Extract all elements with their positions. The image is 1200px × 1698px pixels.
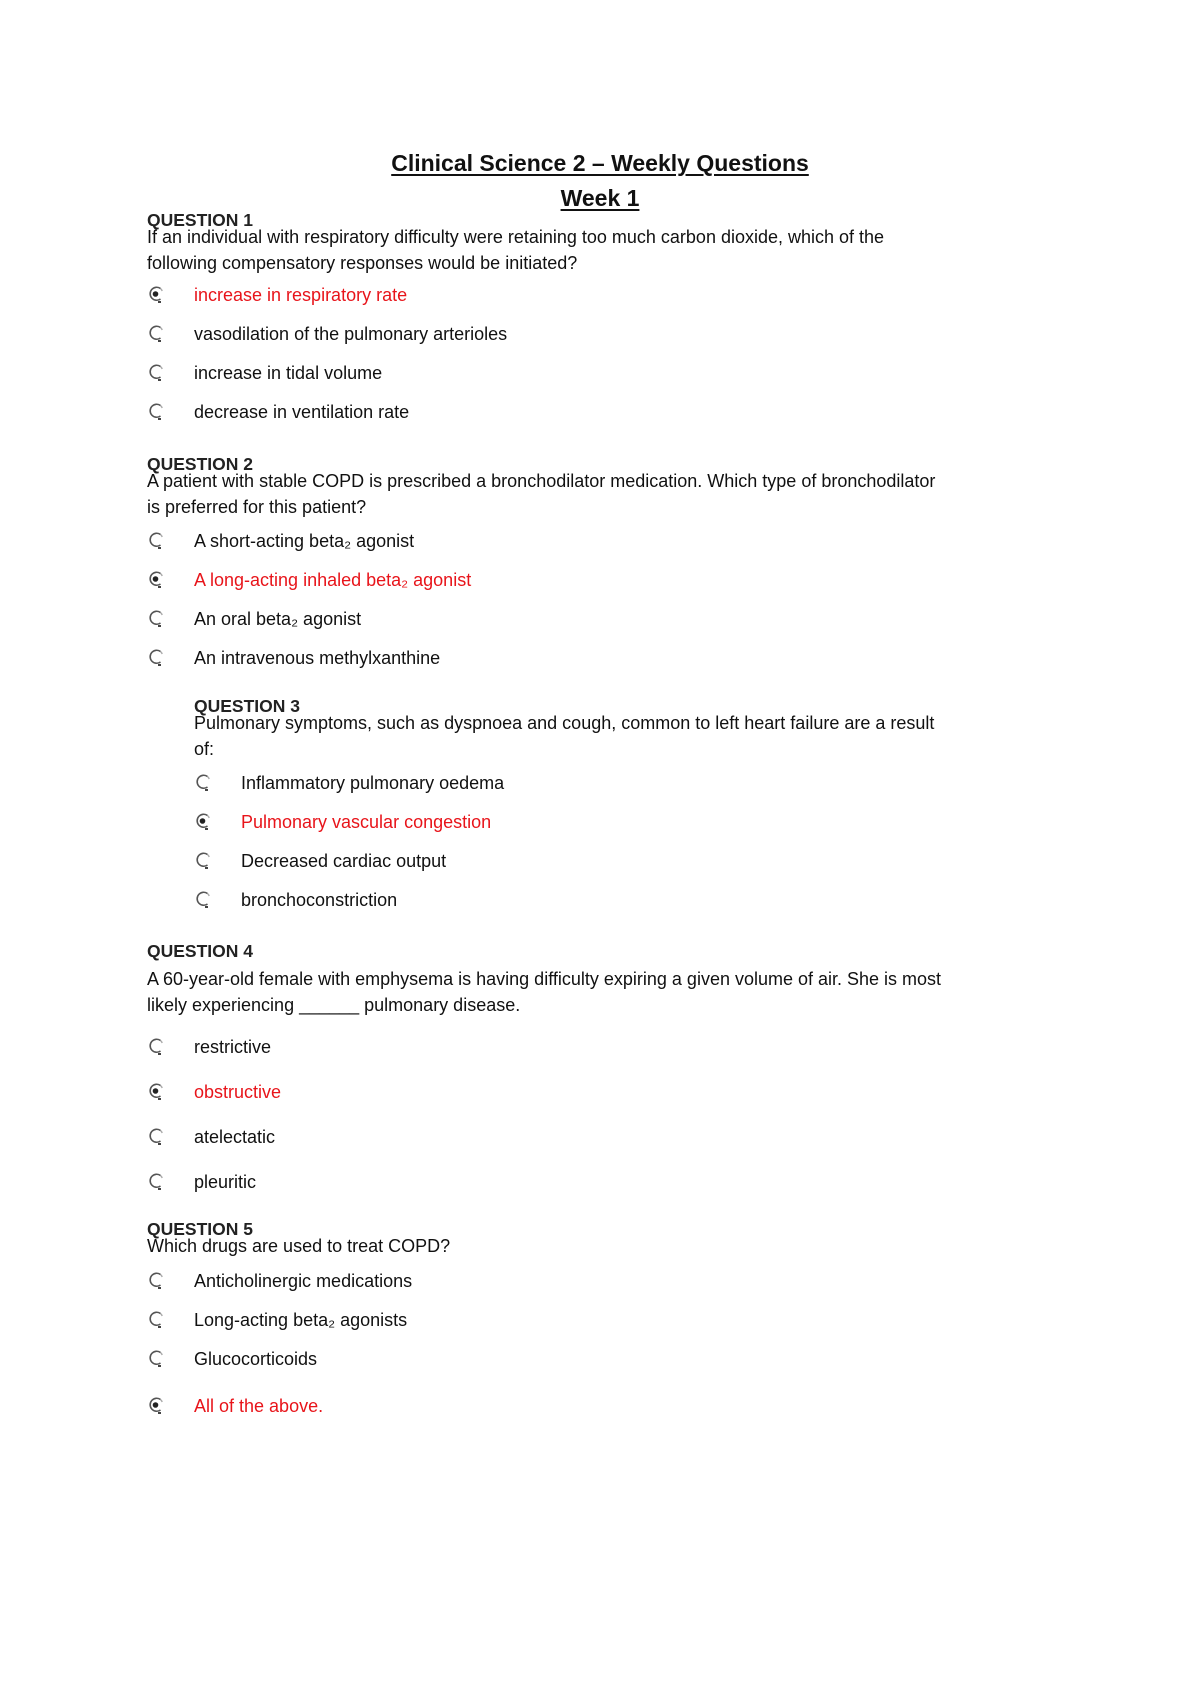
- answer-option-label: increase in respiratory rate: [194, 284, 408, 305]
- answer-option-label: Long-acting beta₂ agonists: [194, 1309, 408, 1330]
- question-heading: QUESTION 4: [147, 941, 253, 961]
- answer-option-label: Anticholinergic medications: [194, 1270, 413, 1291]
- answer-option[interactable]: [147, 1268, 413, 1294]
- question-text-line: of:: [194, 739, 215, 759]
- answer-option[interactable]: [147, 528, 415, 554]
- answer-option[interactable]: [147, 1034, 272, 1060]
- answer-option-label: A short-acting beta₂ agonist: [194, 530, 415, 551]
- answer-option-label: vasodilation of the pulmonary arterioles: [194, 323, 508, 344]
- answer-option-label: Glucocorticoids: [194, 1348, 318, 1369]
- answer-option-label: bronchoconstriction: [241, 889, 398, 910]
- radio-unselected-icon[interactable]: [147, 323, 165, 345]
- answer-option[interactable]: [194, 887, 398, 913]
- radio-unselected-icon[interactable]: [147, 362, 165, 384]
- document-title: Clinical Science 2 – Weekly Questions: [391, 150, 809, 176]
- answer-option[interactable]: [194, 770, 505, 796]
- question-text-line: Pulmonary symptoms, such as dyspnoea and cough, common to left heart failure are a result: [194, 713, 935, 733]
- radio-unselected-icon[interactable]: [147, 1036, 165, 1058]
- radio-selected-icon[interactable]: [147, 1081, 165, 1103]
- answer-option[interactable]: [147, 645, 441, 671]
- answer-option-label: increase in tidal volume: [194, 362, 383, 383]
- answer-option-label: An intravenous methylxanthine: [194, 647, 441, 668]
- answer-option[interactable]: [147, 360, 383, 386]
- radio-unselected-icon[interactable]: [147, 401, 165, 423]
- answer-option-label: Inflammatory pulmonary oedema: [241, 772, 505, 793]
- question-text-line: If an individual with respiratory difficulty were retaining too much carbon dioxide, which of the: [147, 227, 885, 247]
- answer-option[interactable]: [147, 399, 410, 425]
- question-heading: QUESTION 5: [147, 1219, 253, 1239]
- question-text-line: following compensatory responses would be initiated?: [147, 253, 578, 273]
- radio-unselected-icon[interactable]: [147, 1348, 165, 1370]
- radio-selected-icon[interactable]: [147, 1395, 165, 1417]
- answer-option-label: restrictive: [194, 1036, 272, 1057]
- radio-unselected-icon[interactable]: [147, 1171, 165, 1193]
- radio-unselected-icon[interactable]: [147, 530, 165, 552]
- radio-unselected-icon[interactable]: [147, 1126, 165, 1148]
- question-heading: QUESTION 3: [194, 696, 300, 716]
- answer-option[interactable]: [147, 606, 362, 632]
- question-text-line: A 60-year-old female with emphysema is having difficulty expiring a given volume of air. She is most: [147, 969, 942, 989]
- answer-option[interactable]: [194, 809, 492, 835]
- question-heading: QUESTION 2: [147, 454, 253, 474]
- radio-unselected-icon[interactable]: [194, 889, 212, 911]
- radio-selected-icon[interactable]: [194, 811, 212, 833]
- answer-option[interactable]: [147, 1307, 408, 1333]
- radio-selected-icon[interactable]: [147, 569, 165, 591]
- answer-option-label: All of the above.: [194, 1395, 324, 1416]
- answer-option-label: Pulmonary vascular congestion: [241, 811, 492, 832]
- answer-option-label: A long-acting inhaled beta₂ agonist: [194, 569, 472, 590]
- radio-unselected-icon[interactable]: [147, 647, 165, 669]
- answer-option[interactable]: [147, 1124, 276, 1150]
- answer-option-label: An oral beta₂ agonist: [194, 608, 362, 629]
- answer-option-label: obstructive: [194, 1081, 282, 1102]
- radio-unselected-icon[interactable]: [147, 1309, 165, 1331]
- answer-option[interactable]: [147, 1346, 318, 1372]
- question-text-line: likely experiencing ______ pulmonary disease.: [147, 995, 521, 1015]
- radio-unselected-icon[interactable]: [147, 608, 165, 630]
- answer-option-label: pleuritic: [194, 1171, 257, 1192]
- question-text-line: Which drugs are used to treat COPD?: [147, 1236, 451, 1256]
- answer-option[interactable]: [147, 1393, 324, 1419]
- radio-unselected-icon[interactable]: [194, 850, 212, 872]
- answer-option-label: Decreased cardiac output: [241, 850, 447, 871]
- answer-option[interactable]: [194, 848, 447, 874]
- question-text-line: is preferred for this patient?: [147, 497, 367, 517]
- document-subtitle: Week 1: [560, 185, 640, 211]
- answer-option[interactable]: [147, 1169, 257, 1195]
- answer-option[interactable]: [147, 321, 508, 347]
- answer-option[interactable]: [147, 1079, 282, 1105]
- radio-unselected-icon[interactable]: [147, 1270, 165, 1292]
- question-text-line: A patient with stable COPD is prescribed a bronchodilator medication. Which type of bronchodilator: [147, 471, 936, 491]
- radio-unselected-icon[interactable]: [194, 772, 212, 794]
- radio-selected-icon[interactable]: [147, 284, 165, 306]
- answer-option[interactable]: [147, 567, 472, 593]
- answer-option[interactable]: [147, 282, 408, 308]
- answer-option-label: decrease in ventilation rate: [194, 401, 410, 422]
- answer-option-label: atelectatic: [194, 1126, 276, 1147]
- question-heading: QUESTION 1: [147, 210, 253, 230]
